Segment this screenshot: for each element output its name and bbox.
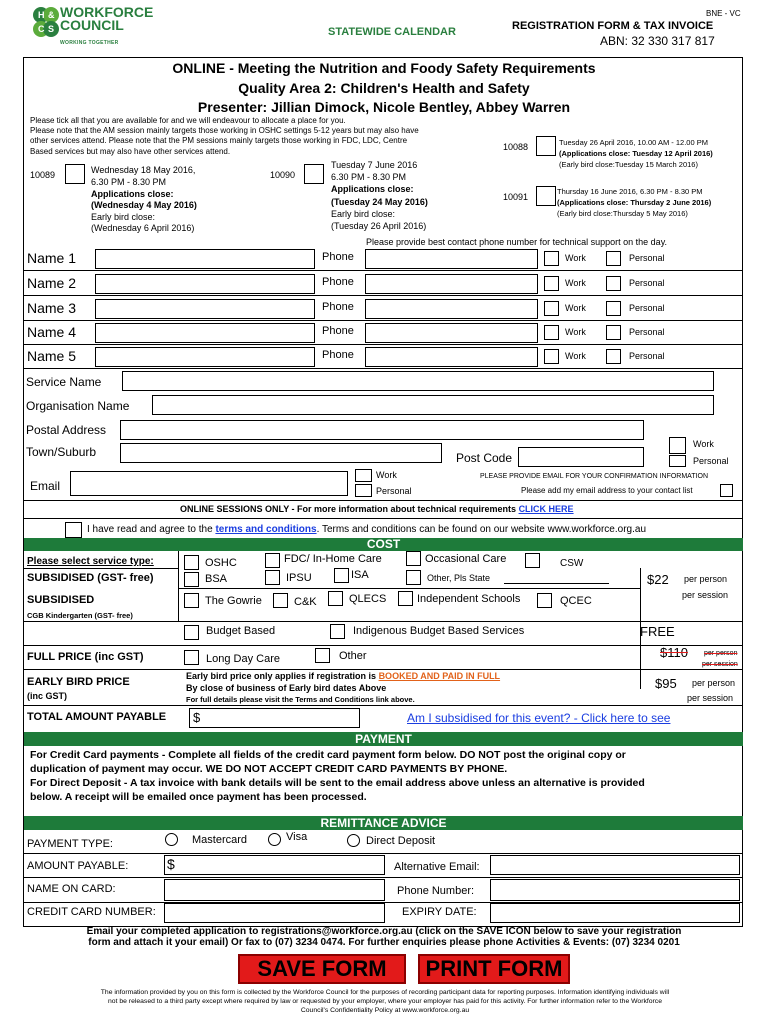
per-person: per person (692, 678, 736, 688)
session-eb-label: Early bird close: (331, 209, 396, 219)
occasional-care-label: Occasional Care (425, 553, 507, 565)
statewide-calendar: STATEWIDE CALENDAR (328, 26, 456, 38)
session-code: 10088 (503, 142, 529, 152)
email-note: PLEASE PROVIDE EMAIL FOR YOUR CONFIRMATION INFORMATION (480, 473, 709, 480)
privacy-note: Council's Confidentiality Policy at www.workforce.org.au (300, 1007, 470, 1014)
phone-work-checkbox[interactable] (544, 325, 559, 340)
divider (24, 669, 743, 670)
service-name-label: Service Name (26, 375, 102, 389)
price-free: FREE (640, 624, 675, 639)
phone-input[interactable] (365, 323, 538, 343)
terms-link[interactable]: terms and conditions (215, 524, 317, 535)
email-contact-checkbox[interactable] (720, 484, 733, 497)
price-110: $110 (660, 645, 688, 660)
per-session: per session (682, 590, 729, 600)
session-close-date: (Wednesday 4 May 2016) (91, 200, 197, 210)
work-label: Work (693, 439, 714, 449)
work-label: Work (565, 303, 586, 313)
work-label: Work (565, 351, 586, 361)
email-personal-checkbox[interactable] (355, 484, 372, 497)
isa-checkbox[interactable] (334, 568, 349, 583)
postal-address-label: Postal Address (26, 423, 107, 437)
mastercard-label: Mastercard (192, 834, 248, 846)
session-eb-date: (Tuesday 26 April 2016) (331, 221, 427, 231)
indigenous-budget-label: Indigenous Budget Based Services (353, 625, 525, 637)
divider (24, 645, 743, 646)
divider (24, 500, 743, 501)
svg-text:C: C (38, 24, 45, 34)
work-label: Work (565, 253, 586, 263)
organisation-name-label: Organisation Name (26, 399, 130, 413)
postal-address-input[interactable] (120, 420, 644, 440)
amount-payable-input[interactable] (164, 855, 385, 875)
session-10089-checkbox[interactable] (65, 164, 85, 184)
privacy-note: The information provided by you on this form is collected by the Workforce Council for the purposes of recording participant data for reporting purposes. Information identifying individuals will (100, 989, 670, 996)
expiry-input[interactable] (490, 903, 740, 923)
note-line: other services attend. Please note that the PM sessions mainly targets those working in FDC, LDC, Centre (30, 136, 408, 145)
total-amount-label: TOTAL AMOUNT PAYABLE (27, 711, 167, 723)
post-code-input[interactable] (518, 447, 644, 467)
address-personal-checkbox[interactable] (669, 455, 686, 467)
qlecs-checkbox[interactable] (328, 591, 343, 606)
qcec-checkbox[interactable] (537, 593, 552, 608)
bsa-checkbox[interactable] (184, 572, 199, 587)
direct-deposit-radio[interactable] (347, 834, 360, 847)
session-code: 10090 (270, 170, 296, 180)
phone-note: Please provide best contact phone number for technical support on the day. (366, 237, 668, 247)
divider (24, 518, 743, 519)
payment-text: For Credit Card payments - Complete all fields of the credit card payment form below. DO NOT post the original copy or (30, 749, 626, 761)
email-label: Email (30, 479, 61, 493)
full-price-label: FULL PRICE (inc GST) (27, 651, 144, 663)
phone-number-label: Phone Number: (397, 885, 475, 897)
event-title: ONLINE - Meeting the Nutrition and Foody Safety Requirements (172, 60, 596, 76)
booked-paid-note: BOOKED AND PAID IN FULL (378, 671, 501, 681)
independent-schools-checkbox[interactable] (398, 591, 413, 606)
session-10090-checkbox[interactable] (304, 164, 324, 184)
subsidised-link[interactable]: Am I subsidised for this event? - Click here to see (407, 711, 671, 725)
email-contact-note: Please add my email address to your contact list (521, 486, 693, 495)
mastercard-radio[interactable] (165, 833, 178, 846)
session-close-date: (Applications close: Tuesday 12 April 2016) (559, 149, 713, 158)
subsidised2-label: SUBSIDISED (27, 594, 95, 606)
total-amount-input[interactable] (189, 708, 360, 728)
town-input[interactable] (120, 443, 442, 463)
session-eb-date: (Early bird close:Tuesday 15 March 2016) (559, 160, 698, 169)
ipsu-checkbox[interactable] (265, 570, 280, 585)
phone-label: Phone (322, 276, 354, 288)
session-10088-checkbox[interactable] (536, 136, 556, 156)
fdc-checkbox[interactable] (265, 553, 280, 568)
divider (24, 568, 178, 569)
phone-work-checkbox[interactable] (544, 349, 559, 364)
phone-number-input[interactable] (490, 879, 740, 901)
ck-label: C&K (294, 596, 317, 608)
phone-personal-checkbox[interactable] (606, 276, 621, 291)
credit-card-input[interactable] (164, 903, 385, 923)
phone-label: Phone (322, 301, 354, 313)
name-label: Name 1 (27, 250, 77, 266)
session-code: 10089 (30, 170, 56, 180)
phone-personal-checkbox[interactable] (606, 325, 621, 340)
name-input[interactable] (95, 299, 315, 319)
phone-label: Phone (322, 251, 354, 263)
work-label: Work (565, 327, 586, 337)
phone-personal-checkbox[interactable] (606, 301, 621, 316)
session-code: 10091 (503, 192, 529, 202)
expiry-label: EXPIRY DATE: (402, 906, 477, 918)
personal-label: Personal (629, 351, 665, 361)
technical-click-here-link[interactable]: CLICK HERE (518, 504, 574, 514)
phone-label: Phone (322, 325, 354, 337)
payment-text: duplication of payment may occur. WE DO NOT ACCEPT CREDIT CARD PAYMENTS BY PHONE. (30, 763, 508, 775)
divider (178, 588, 640, 589)
phone-label: Phone (322, 349, 354, 361)
session-close-label: Applications close: (331, 184, 414, 194)
phone-work-checkbox[interactable] (544, 276, 559, 291)
payment-text: For Direct Deposit - A tax invoice with bank details will be sent to the email address above unless an alternative is provided (30, 777, 645, 789)
svg-text:&: & (48, 10, 55, 20)
personal-label: Personal (629, 327, 665, 337)
ck-checkbox[interactable] (273, 593, 288, 608)
note-line: Based services but may also have other services attend. (30, 147, 231, 156)
ipsu-label: IPSU (286, 572, 312, 584)
dollar-sign: $ (167, 856, 175, 872)
direct-deposit-label: Direct Deposit (366, 835, 436, 847)
email-work-checkbox[interactable] (355, 469, 372, 482)
name-on-card-input[interactable] (164, 879, 385, 901)
csw-checkbox[interactable] (525, 553, 540, 568)
divider (24, 877, 743, 878)
early-bird-label: EARLY BIRD PRICE (27, 676, 130, 688)
session-date: Thursday 16 June 2016, 6.30 PM - 8.30 PM (557, 187, 703, 196)
name-input[interactable] (95, 323, 315, 343)
payment-bar: PAYMENT (24, 732, 743, 746)
budget-based-label: Budget Based (206, 625, 276, 637)
print-form-button[interactable]: PRINT FORM (418, 954, 570, 984)
presenters: Presenter: Jillian Dimock, Nicole Bentley, Abbey Warren (197, 99, 571, 115)
form-title: REGISTRATION FORM & TAX INVOICE (512, 20, 714, 32)
budget-based-checkbox[interactable] (184, 625, 199, 640)
other-label: Other (339, 650, 367, 662)
session-time: 6.30 PM - 8.30 PM (331, 172, 407, 182)
other-state-input[interactable] (504, 583, 609, 584)
gowrie-label: The Gowrie (205, 595, 262, 607)
quality-area: Quality Area 2: Children's Health and Safety (238, 80, 530, 96)
address-work-checkbox[interactable] (669, 437, 686, 454)
email-instructions: Email your completed application to registrations@workforce.org.au (click on the SAVE ICON below to save your registration (86, 926, 682, 937)
session-date: Tuesday 7 June 2016 (331, 160, 418, 170)
session-close-label: Applications close: (91, 189, 174, 199)
personal-label: Personal (629, 278, 665, 288)
privacy-note: not be released to a third party except where required by law or requested by your employer, where your employer has paid for this activity. For further information refer to the Workforce (108, 998, 662, 1005)
name-label: Name 3 (27, 300, 77, 316)
per-person: per person (684, 574, 728, 584)
per-session: per session (687, 693, 734, 703)
work-label: Work (376, 470, 397, 480)
post-code-label: Post Code (456, 451, 513, 465)
personal-label: Personal (376, 486, 412, 496)
early-bird-note3: For full details please visit the Terms and Conditions link above. (186, 695, 415, 704)
session-time: 6.30 PM - 8.30 PM (91, 177, 167, 187)
gowrie-checkbox[interactable] (184, 593, 199, 608)
session-eb-date: (Wednesday 6 April 2016) (91, 223, 195, 233)
cost-bar: COST (24, 538, 743, 551)
terms-checkbox[interactable] (65, 522, 82, 538)
personal-label: Personal (693, 456, 729, 466)
save-form-button[interactable]: SAVE FORM (238, 954, 406, 984)
session-close-date: (Tuesday 24 May 2016) (331, 197, 428, 207)
subsidised-label: SUBSIDISED (GST- free) (27, 572, 154, 584)
price-95: $95 (655, 676, 677, 691)
divider (178, 551, 179, 621)
phone-input[interactable] (365, 274, 538, 294)
logo-text: WORKFORCE COUNCIL (60, 4, 154, 33)
name-on-card-label: NAME ON CARD: (27, 883, 116, 895)
divider (24, 853, 743, 854)
session-eb-label: Early bird close: (91, 212, 156, 222)
session-date: Wednesday 18 May 2016, (91, 165, 196, 175)
dollar-sign: $ (193, 710, 201, 725)
name-label: Name 4 (27, 324, 77, 340)
csw-label: CSW (560, 558, 584, 569)
payment-type-label: PAYMENT TYPE: (27, 838, 113, 850)
price-22: $22 (647, 572, 669, 587)
early-bird-note2: By close of business of Early bird dates Above (186, 683, 387, 693)
payment-text: below. A receipt will be emailed once payment has been processed. (30, 791, 367, 803)
personal-label: Personal (629, 253, 665, 263)
session-eb-date: (Early bird close:Thursday 5 May 2016) (557, 209, 688, 218)
amount-payable-label: AMOUNT PAYABLE: (27, 860, 129, 872)
fax-instructions: form and attach it your email) Or fax to (07) 3234 0474. For further enquiries please phone Activities & Events: (07) 3234 0201 (88, 937, 680, 948)
other-state-label: Other, Pls State (427, 573, 491, 583)
email-input[interactable] (70, 471, 348, 496)
personal-label: Personal (629, 303, 665, 313)
visa-label: Visa (286, 831, 308, 843)
other-checkbox[interactable] (315, 648, 330, 663)
svg-text:H: H (38, 10, 45, 20)
phone-personal-checkbox[interactable] (606, 251, 621, 266)
qcec-label: QCEC (560, 595, 592, 607)
long-day-care-checkbox[interactable] (184, 650, 199, 665)
qlecs-label: QLECS (349, 593, 387, 605)
note-line: Please note that the AM session mainly targets those working in OSHC settings 5-12 years but may also have (30, 126, 419, 135)
credit-card-label: CREDIT CARD NUMBER: (27, 906, 156, 918)
phone-personal-checkbox[interactable] (606, 349, 621, 364)
phone-work-checkbox[interactable] (544, 301, 559, 316)
long-day-care-label: Long Day Care (206, 653, 280, 665)
online-note: ONLINE SESSIONS ONLY - For more information about technical requirements (180, 504, 519, 514)
remittance-bar: REMITTANCE ADVICE (24, 816, 743, 830)
logo-tagline: WORKING TOGETHER (60, 40, 119, 46)
session-close-date: (Applications close: Thursday 2 June 2016) (557, 198, 712, 207)
isa-label: ISA (351, 569, 369, 581)
svg-text:S: S (48, 24, 55, 34)
organisation-name-input[interactable] (152, 395, 714, 415)
other-state-checkbox[interactable] (406, 570, 421, 585)
terms-text-end: . Terms and conditions can be found on our website www.workforce.org.au (316, 524, 647, 535)
divider (24, 705, 743, 706)
visa-radio[interactable] (268, 833, 281, 846)
fdc-label: FDC/ In-Home Care (284, 553, 382, 565)
name-input[interactable] (95, 347, 315, 367)
alt-email-label: Alternative Email: (394, 861, 480, 873)
session-date: Tuesday 26 April 2016, 10.00 AM - 12.00 PM (559, 138, 708, 147)
oshc-label: OSHC (205, 557, 237, 569)
bsa-label: BSA (205, 573, 228, 585)
work-label: Work (565, 278, 586, 288)
phone-input[interactable] (365, 347, 538, 367)
name-label: Name 2 (27, 275, 77, 291)
phone-input[interactable] (365, 249, 538, 269)
independent-schools-label: Independent Schools (417, 593, 521, 605)
oshc-checkbox[interactable] (184, 555, 199, 570)
per-person: per person (704, 650, 738, 657)
name-label: Name 5 (27, 348, 77, 364)
abn: ABN: 32 330 317 817 (600, 34, 715, 48)
inc-gst-label: (inc GST) (27, 691, 67, 701)
service-name-input[interactable] (122, 371, 714, 391)
early-bird-note: Early bird price only applies if registration is (186, 671, 379, 681)
indigenous-budget-checkbox[interactable] (330, 624, 345, 639)
terms-text: I have read and agree to the (87, 524, 216, 535)
town-label: Town/Suburb (26, 445, 97, 459)
occasional-care-checkbox[interactable] (406, 551, 421, 566)
form-code: BNE - VC (706, 9, 741, 18)
name-input[interactable] (95, 274, 315, 294)
note-line: Please tick all that you are available for and we will endeavour to allocate a place for you. (30, 116, 346, 125)
divider (24, 621, 743, 622)
phone-input[interactable] (365, 299, 538, 319)
phone-work-checkbox[interactable] (544, 251, 559, 266)
cgb-label: CGB Kindergarten (GST- free) (27, 611, 133, 620)
session-10091-checkbox[interactable] (536, 186, 556, 206)
per-session: per session (702, 661, 738, 668)
name-input[interactable] (95, 249, 315, 269)
select-service-label: Please select service type: (27, 556, 154, 567)
alt-email-input[interactable] (490, 855, 740, 875)
